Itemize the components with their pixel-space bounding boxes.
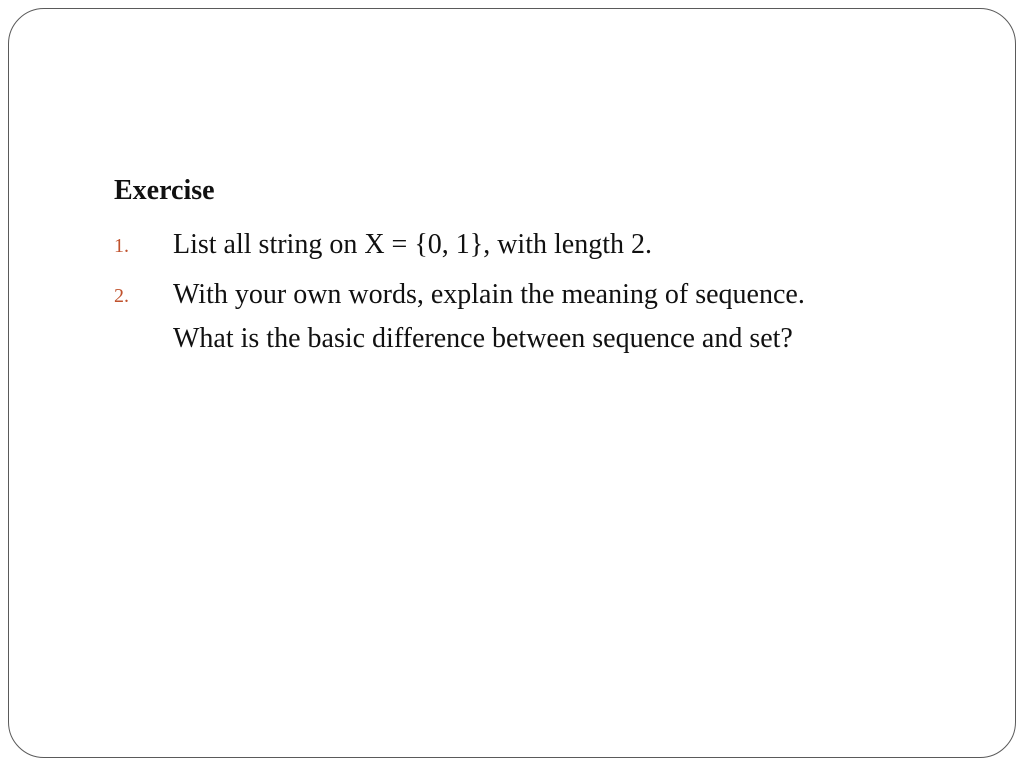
- exercise-heading: Exercise: [114, 175, 215, 206]
- list-item-2: [114, 273, 974, 361]
- slide-content: [114, 173, 974, 367]
- list-item-2-line-1: With your own words, explain the meaning of sequence.: [173, 279, 805, 310]
- slide-frame: [8, 8, 1016, 758]
- list-item-1: [114, 223, 974, 267]
- list-item-2-line-2: What is the basic difference between sequence and set?: [173, 323, 793, 354]
- list-item-1-line-1: List all string on X = {0, 1}, with length 2.: [173, 229, 652, 260]
- list-number-1: 1.: [114, 235, 129, 257]
- list-number-2: 2.: [114, 285, 129, 307]
